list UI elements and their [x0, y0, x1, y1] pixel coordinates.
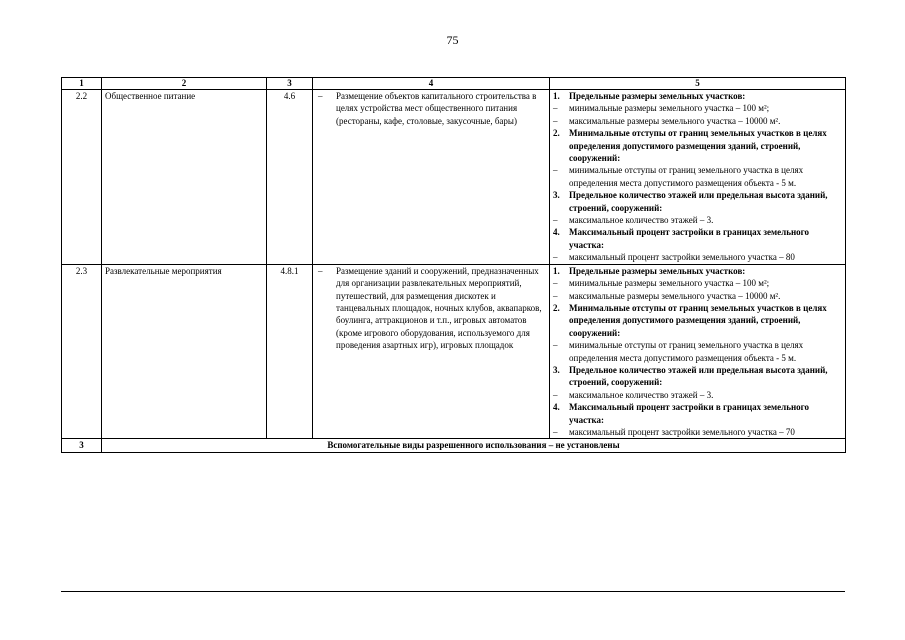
use-description: Размещение зданий и сооружений, предназначенных для организации развлекательных мероприятий, путешествий, для размещения дискотек и танцевальных площадок, ночных клубов, аквапарков, боулинга, аттракционов и т.п., игровых автоматов (кроме игрового оборудования, используемого для проведения азартных игр), игровых площадок — [336, 265, 542, 351]
param-title-text: Предельные размеры земельных участков: — [569, 265, 746, 276]
param-item: – минимальные размеры земельного участка – 100 м²; — [553, 103, 770, 114]
param-title-text: Предельное количество этажей или предельная высота зданий, строений, сооружений: — [569, 364, 828, 388]
header-cell-4: 4 — [313, 78, 550, 90]
row-number: 3 — [62, 439, 102, 452]
param-title: 4. Максимальный процент застройки в границах земельного участка: — [553, 401, 842, 426]
use-description-cell — [313, 90, 550, 265]
param-title: 2. Минимальные отступы от границ земельных участков в целях определения допустимого размещения зданий, строений, сооружений: — [553, 127, 842, 164]
param-title-text: Максимальный процент застройки в границах земельного участка: — [569, 227, 810, 250]
footer-divider — [61, 591, 845, 592]
param-title: 3. Предельное количество этажей или предельная высота зданий, строений, сооружений: — [553, 364, 842, 389]
parameters-cell — [550, 90, 846, 265]
param-title: 1. Предельные размеры земельных участков: — [553, 265, 842, 277]
use-code: 4.8.1 — [267, 264, 313, 439]
header-cell-1: 1 — [62, 78, 102, 90]
param-title: 2. Минимальные отступы от границ земельных участков в целях определения допустимого размещения зданий, строений, сооружений: — [553, 302, 842, 339]
use-name: Развлекательные мероприятия — [102, 264, 267, 439]
table-header-row — [62, 78, 846, 90]
param-title-text: Предельное количество этажей или предельная высота зданий, строений, сооружений: — [569, 190, 828, 213]
param-title: 4. Максимальный процент застройки в границах земельного участка: — [553, 226, 842, 251]
dash-marker: – — [318, 91, 323, 101]
param-item: – максимальный процент застройки земельного участка – 80 — [553, 252, 795, 263]
table-row — [62, 264, 846, 439]
param-item: – максимальные размеры земельного участка – 10000 м². — [553, 115, 781, 126]
param-item: – минимальные отступы от границ земельного участка в целях определения места допустимого размещения объекта - 5 м. — [553, 340, 804, 363]
param-item: – максимальный процент застройки земельного участка – 70 — [553, 426, 795, 437]
param-item: – максимальное количество этажей – 3. — [553, 389, 714, 400]
row-number: 2.3 — [62, 264, 102, 439]
param-title-text: Максимальный процент застройки в границах земельного участка: — [569, 402, 810, 425]
param-title-text: Предельные размеры земельных участков: — [569, 91, 746, 101]
table-row — [62, 90, 846, 265]
parameters-cell — [550, 264, 846, 439]
use-name: Общественное питание — [102, 90, 267, 265]
param-item: – минимальные размеры земельного участка – 100 м²; — [553, 278, 770, 289]
dash-marker: – — [318, 265, 323, 276]
param-title-text: Минимальные отступы от границ земельных участков в целях определения допустимого размещения зданий, строений, сооружений: — [569, 302, 827, 338]
param-item: – максимальное количество этажей – 3. — [553, 215, 714, 226]
row-number: 2.2 — [62, 90, 102, 265]
header-cell-3: 3 — [267, 78, 313, 90]
auxiliary-uses-text: Вспомогательные виды разрешенного использования – не установлены — [102, 439, 846, 452]
param-item: – максимальные размеры земельного участка – 10000 м². — [553, 290, 781, 301]
param-item: – минимальные отступы от границ земельного участка в целях определения места допустимого размещения объекта - 5 м. — [553, 165, 804, 188]
use-code: 4.6 — [267, 90, 313, 265]
use-description-cell — [313, 264, 550, 439]
zoning-table — [61, 77, 846, 453]
param-title-text: Минимальные отступы от границ земельных участков в целях определения допустимого размещения зданий, строений, сооружений: — [569, 128, 827, 164]
page-number: 75 — [446, 33, 459, 47]
auxiliary-uses-row — [62, 439, 846, 452]
header-cell-5: 5 — [550, 78, 846, 90]
param-title: 3. Предельное количество этажей или предельная высота зданий, строений, сооружений: — [553, 189, 842, 214]
use-description: Размещение объектов капитального строительства в целях устройства мест общественного питания (рестораны, кафе, столовые, закусочные, бары) — [336, 91, 537, 126]
header-cell-2: 2 — [102, 78, 267, 90]
param-title: 1. Предельные размеры земельных участков: — [553, 90, 842, 102]
